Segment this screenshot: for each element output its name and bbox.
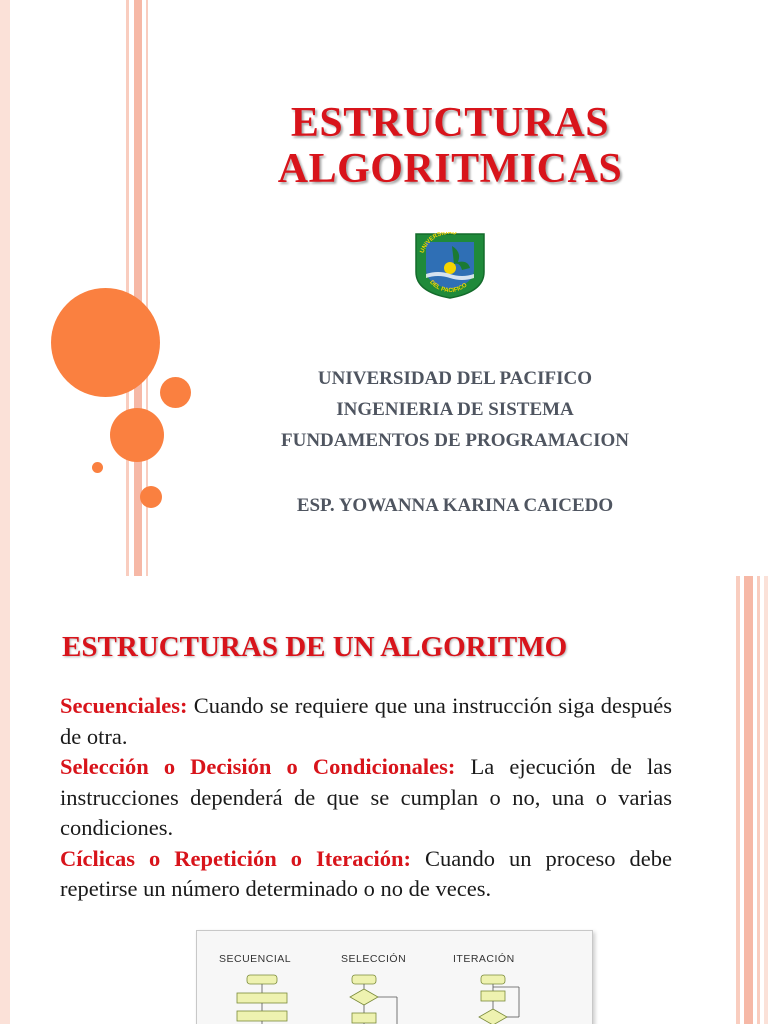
item-text: La ejecución de las instrucciones dependerá de que se cumplan o no, una o varias condiciones. [60, 754, 672, 840]
figure-label: SELECCIÓN [341, 953, 407, 965]
svg-text:DEL PACIFICO: DEL PACIFICO [428, 279, 469, 295]
decorative-circle [140, 486, 162, 508]
vertical-rule [757, 576, 760, 1024]
vertical-rule [764, 576, 768, 1024]
item-term: Selección o Decisión o Condicionales: [60, 754, 456, 779]
item-term: Cíclicas o Repetición o Iteración: [60, 845, 411, 871]
left-margin-stripe [0, 0, 10, 576]
figure-label: SECUENCIAL [219, 953, 292, 965]
slide-title: ESTRUCTURAS DE UN ALGORITMO [62, 631, 568, 663]
university-name: UNIVERSIDAD DEL PACIFICO [317, 368, 593, 389]
item-term: Secuenciales: [60, 693, 188, 718]
course-name: FUNDAMENTOS DE PROGRAMACION [281, 430, 629, 451]
vertical-rule [744, 576, 753, 1024]
list-item [60, 691, 672, 752]
left-margin-stripe [0, 576, 10, 1024]
vertical-rule [736, 576, 740, 1024]
vertical-rule [126, 0, 129, 576]
program-name: INGENIERIA DE SISTEMA [336, 399, 574, 420]
flowchart-figure [196, 930, 593, 1024]
item-text: Cuando un proceso debe repetirse un número determinado o no de veces. [60, 845, 672, 901]
university-logo [412, 232, 488, 300]
author-name: ESP. YOWANNA KARINA CAICEDO [296, 495, 614, 516]
selection-diagram [350, 975, 397, 1024]
decorative-circle [110, 408, 164, 462]
decorative-circle-small [92, 462, 103, 473]
figure-label: ITERACIÓN [453, 953, 515, 965]
flowchart-diagrams [197, 931, 592, 1024]
title-line: ESTRUCTURAS [290, 100, 610, 146]
list-item [60, 844, 672, 905]
title-line: ALGORITMICAS [277, 146, 623, 192]
slide-title [210, 100, 690, 192]
sequential-diagram [237, 975, 287, 1024]
svg-text:UNIVERSIDAD: UNIVERSIDAD [419, 232, 457, 255]
decorative-circle [160, 377, 191, 408]
list-item [60, 752, 672, 844]
structures-list [60, 691, 672, 905]
iteration-diagram [479, 975, 519, 1024]
decorative-circle-large [51, 288, 160, 397]
vertical-rule [134, 0, 142, 576]
item-text: Cuando se requiere que una instrucción siga después de otra. [60, 693, 672, 749]
content-slide [0, 576, 768, 1024]
